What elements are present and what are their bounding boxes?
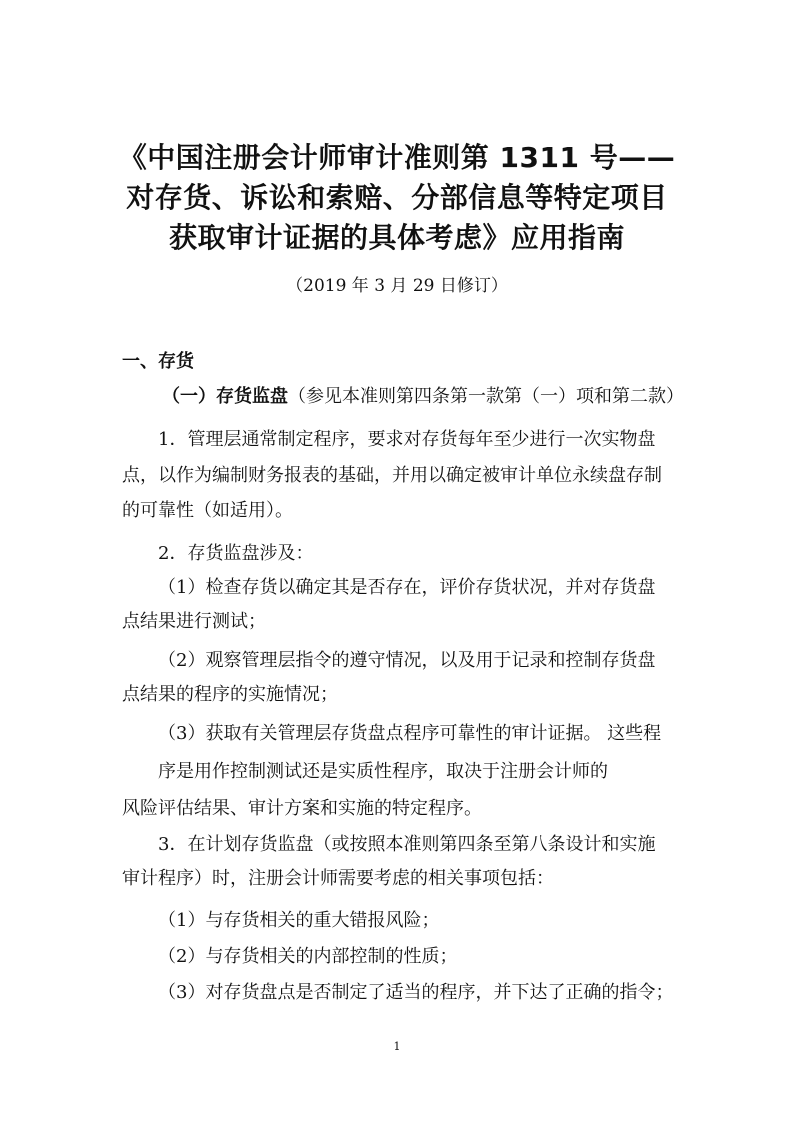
paragraph-line: 点结果进行测试；: [122, 611, 266, 632]
paragraph-line: （2）与存货相关的内部控制的性质；: [158, 946, 458, 967]
title-line-1: 《中国注册会计师审计准则第 1311 号——: [118, 141, 676, 174]
paragraph-line: （3）对存货盘点是否制定了适当的程序，并下达了正确的指令；: [158, 982, 674, 1003]
subsection-reference: （参见本准则第四条第一款第（一）项和第二款）: [288, 386, 684, 407]
title-line-2: 对存货、诉讼和索赔、分部信息等特定项目: [126, 181, 668, 214]
title-line-3: 获取审计证据的具体考虑》应用指南: [168, 221, 625, 254]
paragraph-line: 审计程序）时，注册会计师需要考虑的相关事项包括：: [122, 868, 554, 889]
paragraph-line: （1）与存货相关的重大错报风险；: [158, 910, 440, 931]
revision-date: （2019 年 3 月 29 日修订）: [286, 276, 508, 296]
paragraph-line: 风险评估结果、审计方案和实施的特定程序。: [122, 798, 482, 819]
paragraph-line: 1．管理层通常制定程序，要求对存货每年至少进行一次实物盘: [158, 429, 656, 450]
paragraph-line: 的可靠性（如适用）。: [122, 500, 293, 521]
paragraph-line: 序是用作控制测试还是实质性程序，取决于注册会计师的: [158, 761, 608, 782]
paragraph-line: （2）观察管理层指令的遵守情况，以及用于记录和控制存货盘: [158, 650, 656, 671]
paragraph-line: （1）检查存货以确定其是否存在，评价存货状况，并对存货盘: [158, 577, 656, 598]
section-heading: 一、存货: [122, 351, 194, 372]
paragraph-line: 点结果的程序的实施情况；: [122, 684, 338, 705]
subsection-label: （一）存货监盘: [162, 386, 288, 407]
paragraph-line: 2．存货监盘涉及：: [158, 543, 314, 564]
page-number: 1: [393, 1040, 401, 1053]
paragraph-line: 3．在计划存货监盘（或按照本准则第四条至第八条设计和实施: [158, 834, 656, 855]
subsection-heading: [162, 384, 684, 410]
paragraph-line: 点，以作为编制财务报表的基础，并用以确定被审计单位永续盘存制: [122, 465, 662, 486]
paragraph-line: （3）获取有关管理层存货盘点程序可靠性的审计证据。 这些程: [158, 723, 662, 744]
